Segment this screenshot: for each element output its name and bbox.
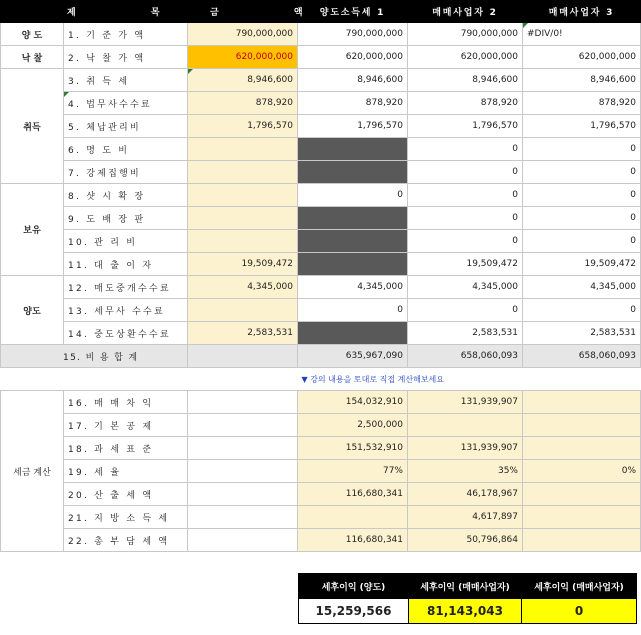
col1-cell-disabled	[298, 138, 408, 161]
tax-row-16	[1, 391, 641, 414]
item-label: 5. 체납관리비	[64, 115, 188, 138]
col3-cell[interactable]	[523, 529, 641, 552]
col1-cell-disabled	[298, 161, 408, 184]
total-col3: 658,060,093	[523, 345, 641, 368]
row-12	[1, 276, 641, 299]
col1-cell[interactable]: 1,796,570	[298, 115, 408, 138]
summary-header-transfer: 세후이익 (양도)	[299, 574, 409, 599]
total-col2: 658,060,093	[408, 345, 523, 368]
amount-cell[interactable]	[188, 207, 298, 230]
col2-cell[interactable]: 4,617,897	[408, 506, 523, 529]
amount-cell[interactable]: 878,920	[188, 92, 298, 115]
item-label: 7. 강제집행비	[64, 161, 188, 184]
col2-cell[interactable]: 0	[408, 207, 523, 230]
summary-value-dealer: 81,143,043	[409, 599, 522, 624]
col3-cell[interactable]: 620,000,000	[523, 46, 641, 69]
col2-cell[interactable]: 19,509,472	[408, 253, 523, 276]
col3-cell[interactable]	[523, 437, 641, 460]
group-hold: 보유	[1, 184, 64, 276]
item-label: 13. 세무사 수수료	[64, 299, 188, 322]
col2-cell[interactable]: 790,000,000	[408, 23, 523, 46]
col1-cell[interactable]: 154,032,910	[298, 391, 408, 414]
item-label: 21. 지 방 소 득 세	[64, 506, 188, 529]
col2-cell[interactable]: 131,939,907	[408, 391, 523, 414]
amount-cell[interactable]: 4,345,000	[188, 276, 298, 299]
note-text: ▼ 강의 내용을 토대로 직접 계산해보세요	[301, 374, 445, 384]
total-amount	[188, 345, 298, 368]
col3-cell[interactable]: 0	[523, 230, 641, 253]
header-col1: 양도소득세 1	[298, 1, 408, 23]
col1-cell-disabled	[298, 207, 408, 230]
amount-cell	[188, 460, 298, 483]
col1-cell[interactable]: 4,345,000	[298, 276, 408, 299]
header-row	[1, 1, 641, 23]
cat-transfer: 양 도	[1, 23, 64, 46]
item-label: 9. 도 배 장 판	[64, 207, 188, 230]
summary-value-dealer-2: 0	[522, 599, 637, 624]
col1-cell[interactable]: 0	[298, 299, 408, 322]
tax-row-17	[1, 414, 641, 437]
col2-cell[interactable]: 0	[408, 161, 523, 184]
row-8	[1, 184, 641, 207]
amount-cell[interactable]	[188, 230, 298, 253]
total-col1: 635,967,090	[298, 345, 408, 368]
col3-cell[interactable]: 19,509,472	[523, 253, 641, 276]
item-label: 4. 법무사수수료	[64, 92, 188, 115]
col1-cell[interactable]: 151,532,910	[298, 437, 408, 460]
col3-cell[interactable]: 1,796,570	[523, 115, 641, 138]
col2-cell[interactable]: 46,178,967	[408, 483, 523, 506]
item-label: 20. 산 출 세 액	[64, 483, 188, 506]
item-label: 10. 관 리 비	[64, 230, 188, 253]
amount-cell[interactable]	[188, 161, 298, 184]
col1-cell-disabled	[298, 322, 408, 345]
row-4	[1, 92, 641, 115]
item-label: 12. 매도중개수수료	[64, 276, 188, 299]
header-col3: 매매사업자 3	[523, 1, 641, 23]
col1-cell[interactable]: 878,920	[298, 92, 408, 115]
amount-cell[interactable]: 1,796,570	[188, 115, 298, 138]
amount-cell[interactable]: 790,000,000	[188, 23, 298, 46]
amount-cell[interactable]: 19,509,472	[188, 253, 298, 276]
col3-cell[interactable]: 0	[523, 184, 641, 207]
col1-cell-disabled	[298, 253, 408, 276]
item-label: 2. 낙 찰 가 액	[64, 46, 188, 69]
row-2	[1, 46, 641, 69]
col3-cell[interactable]: #DIV/0!	[523, 23, 641, 46]
row-6	[1, 138, 641, 161]
col3-cell[interactable]	[523, 414, 641, 437]
col3-cell[interactable]	[523, 391, 641, 414]
header-amount: 금 액	[188, 1, 298, 23]
summary-header-dealer: 세후이익 (매매사업자)	[409, 574, 522, 599]
col2-cell[interactable]: 131,939,907	[408, 437, 523, 460]
col1-cell-disabled	[298, 230, 408, 253]
col1-cell[interactable]: 77%	[298, 460, 408, 483]
col1-cell[interactable]: 116,680,341	[298, 529, 408, 552]
item-label: 19. 세 율	[64, 460, 188, 483]
summary-value-row	[299, 599, 637, 624]
col3-cell[interactable]	[523, 483, 641, 506]
row-5	[1, 115, 641, 138]
col2-cell[interactable]: 0	[408, 138, 523, 161]
col2-cell[interactable]: 4,345,000	[408, 276, 523, 299]
col1-cell[interactable]: 620,000,000	[298, 46, 408, 69]
row-10	[1, 230, 641, 253]
col3-cell[interactable]: 0%	[523, 460, 641, 483]
item-label: 16. 매 매 차 익	[64, 391, 188, 414]
row-3	[1, 69, 641, 92]
tax-row-18	[1, 437, 641, 460]
note-row	[1, 368, 641, 391]
col2-cell[interactable]: 8,946,600	[408, 69, 523, 92]
row-13	[1, 299, 641, 322]
col3-cell[interactable]: 0	[523, 161, 641, 184]
row-11	[1, 253, 641, 276]
group-tax: 세금 계산	[1, 391, 64, 552]
col1-cell[interactable]: 790,000,000	[298, 23, 408, 46]
col2-cell[interactable]: 2,583,531	[408, 322, 523, 345]
col2-cell[interactable]: 1,796,570	[408, 115, 523, 138]
item-label: 11. 대 출 이 자	[64, 253, 188, 276]
item-label: 17. 기 본 공 제	[64, 414, 188, 437]
amount-cell	[188, 506, 298, 529]
col1-cell[interactable]	[298, 506, 408, 529]
header-col2: 매매사업자 2	[408, 1, 523, 23]
item-label: 1. 기 준 가 액	[64, 23, 188, 46]
summary-value-transfer: 15,259,566	[299, 599, 409, 624]
col2-cell[interactable]: 878,920	[408, 92, 523, 115]
col1-cell[interactable]: 8,946,600	[298, 69, 408, 92]
amount-cell	[188, 391, 298, 414]
col2-cell[interactable]	[408, 414, 523, 437]
col1-cell[interactable]: 0	[298, 184, 408, 207]
summary-table	[298, 573, 637, 624]
row-14	[1, 322, 641, 345]
col3-cell[interactable]: 0	[523, 138, 641, 161]
summary-header-dealer-2: 세후이익 (매매사업자)	[522, 574, 637, 599]
summary-header-row	[299, 574, 637, 599]
amount-cell[interactable]: 2,583,531	[188, 322, 298, 345]
col3-cell[interactable]	[523, 506, 641, 529]
cat-bid: 낙 찰	[1, 46, 64, 69]
group-acquire: 취득	[1, 69, 64, 184]
tax-row-22	[1, 529, 641, 552]
col2-cell[interactable]: 50,796,864	[408, 529, 523, 552]
total-label: 15. 비 용 합 계	[1, 345, 188, 368]
amount-cell	[188, 414, 298, 437]
tax-row-20	[1, 483, 641, 506]
col1-cell[interactable]: 116,680,341	[298, 483, 408, 506]
total-row	[1, 345, 641, 368]
col3-cell[interactable]: 878,920	[523, 92, 641, 115]
tax-row-19	[1, 460, 641, 483]
item-label: 3. 취 득 세	[64, 69, 188, 92]
col1-cell[interactable]: 2,500,000	[298, 414, 408, 437]
row-1	[1, 23, 641, 46]
col3-cell[interactable]: 8,946,600	[523, 69, 641, 92]
amount-cell	[188, 529, 298, 552]
col2-cell[interactable]: 0	[408, 184, 523, 207]
tax-row-21	[1, 506, 641, 529]
row-7	[1, 161, 641, 184]
item-label: 22. 총 부 담 세 액	[64, 529, 188, 552]
header-title: 제 목	[1, 1, 188, 23]
item-label: 14. 중도상환수수료	[64, 322, 188, 345]
item-label: 8. 샷 시 확 장	[64, 184, 188, 207]
col3-cell[interactable]: 0	[523, 299, 641, 322]
amount-cell[interactable]: 8,946,600	[188, 69, 298, 92]
amount-cell	[188, 437, 298, 460]
amount-cell-highlight[interactable]: 620,000,000	[188, 46, 298, 69]
item-label: 18. 과 세 표 준	[64, 437, 188, 460]
col3-cell[interactable]: 4,345,000	[523, 276, 641, 299]
amount-cell[interactable]	[188, 184, 298, 207]
amount-cell[interactable]	[188, 138, 298, 161]
col2-cell[interactable]: 0	[408, 230, 523, 253]
row-9	[1, 207, 641, 230]
amount-cell[interactable]	[188, 299, 298, 322]
col2-cell[interactable]: 620,000,000	[408, 46, 523, 69]
col3-cell[interactable]: 2,583,531	[523, 322, 641, 345]
col2-cell[interactable]: 0	[408, 299, 523, 322]
col2-cell[interactable]: 35%	[408, 460, 523, 483]
amount-cell	[188, 483, 298, 506]
item-label: 6. 명 도 비	[64, 138, 188, 161]
group-transfer: 양도	[1, 276, 64, 345]
col3-cell[interactable]: 0	[523, 207, 641, 230]
